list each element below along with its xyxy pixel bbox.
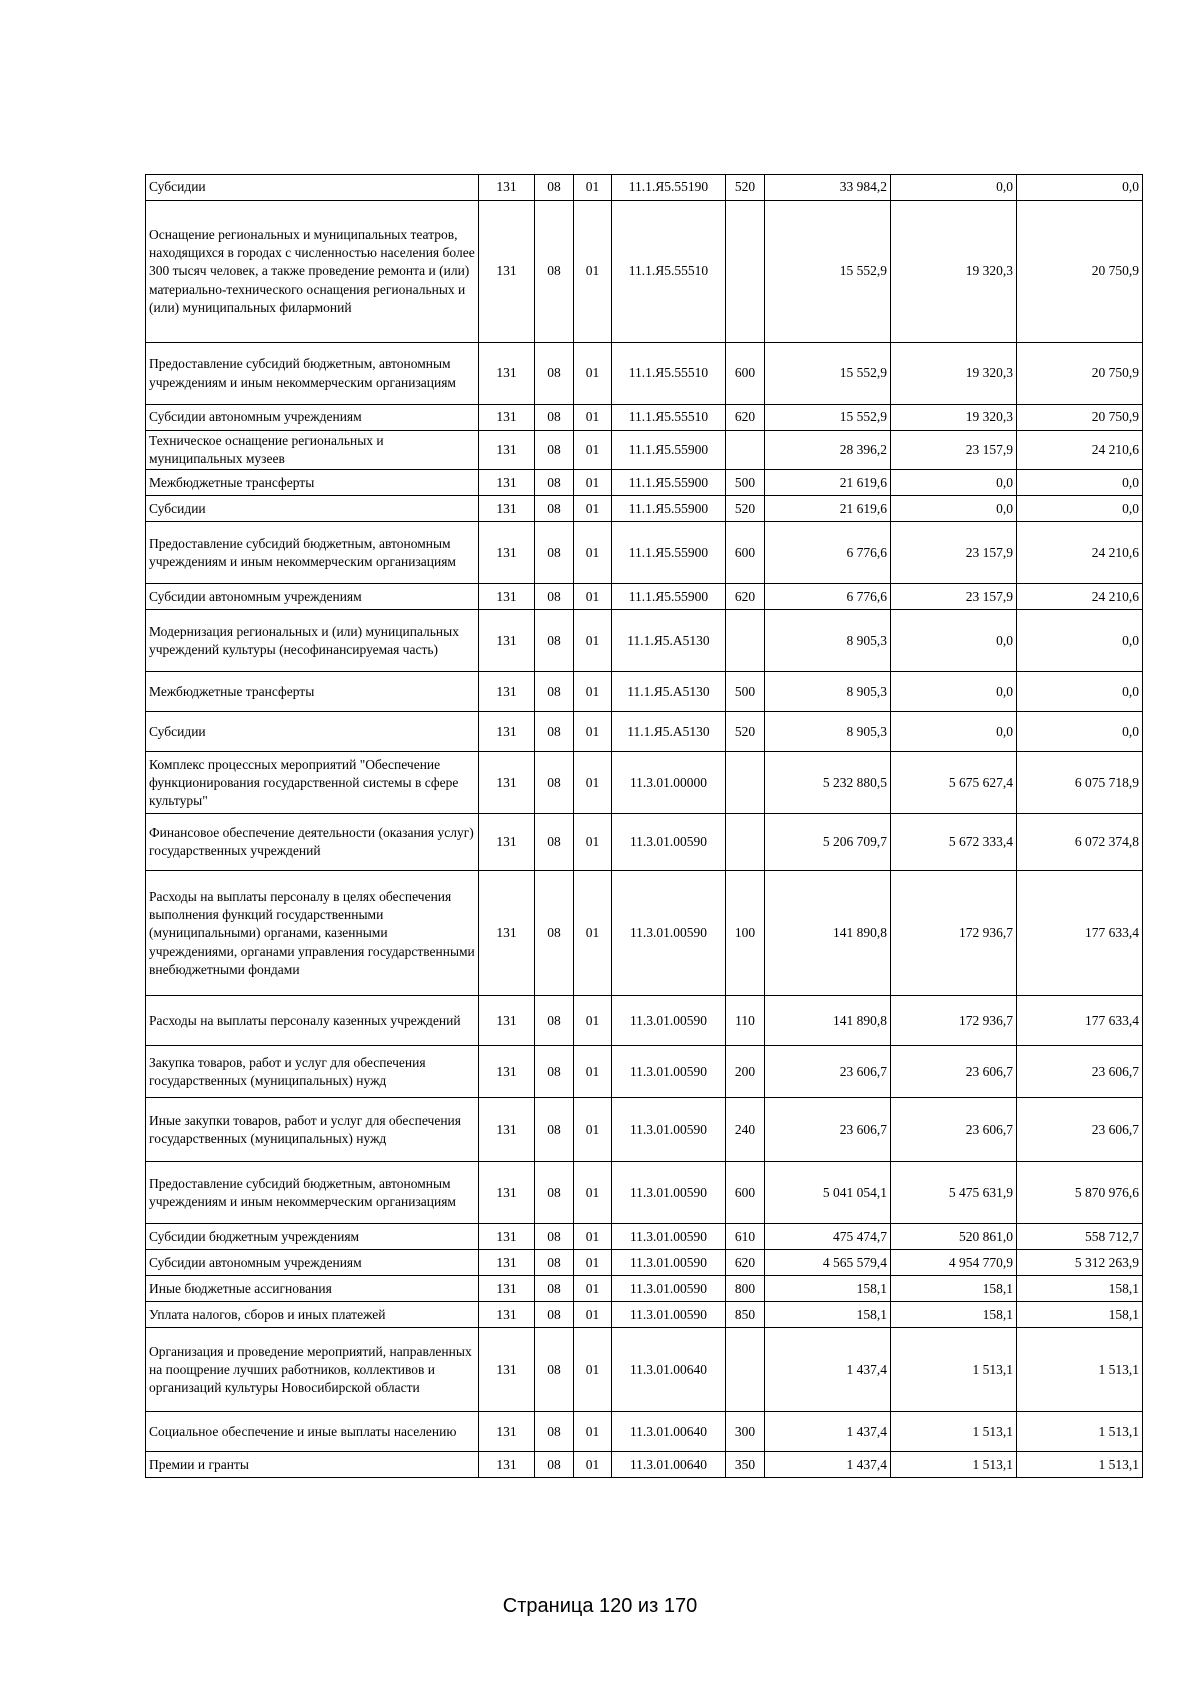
row-amount-year-1: 23 606,7 <box>765 1098 891 1162</box>
row-grbs-code: 131 <box>479 871 535 996</box>
row-subsection-code: 01 <box>574 1412 612 1452</box>
table-row <box>146 1302 1143 1328</box>
row-amount-year-1: 21 619,6 <box>765 470 891 496</box>
row-subsection-code: 01 <box>574 1224 612 1250</box>
row-name: Иные бюджетные ассигнования <box>146 1276 479 1302</box>
table-row <box>146 431 1143 470</box>
row-target-article: 11.3.01.00640 <box>612 1452 726 1478</box>
row-subsection-code: 01 <box>574 470 612 496</box>
row-amount-year-2: 0,0 <box>891 712 1017 752</box>
row-name: Предоставление субсидий бюджетным, автономным учреждениям и иным некоммерческим организациям <box>146 1162 479 1224</box>
row-grbs-code: 131 <box>479 1276 535 1302</box>
row-name: Субсидии <box>146 496 479 522</box>
row-expense-type <box>726 201 765 343</box>
row-subsection-code: 01 <box>574 1302 612 1328</box>
table-row <box>146 522 1143 584</box>
row-section-code: 08 <box>535 405 574 431</box>
row-subsection-code: 01 <box>574 672 612 712</box>
row-amount-year-1: 8 905,3 <box>765 672 891 712</box>
table-row <box>146 201 1143 343</box>
row-grbs-code: 131 <box>479 1452 535 1478</box>
row-section-code: 08 <box>535 871 574 996</box>
table-row <box>146 496 1143 522</box>
row-amount-year-3: 6 075 718,9 <box>1017 752 1143 814</box>
row-subsection-code: 01 <box>574 610 612 672</box>
row-amount-year-2: 172 936,7 <box>891 996 1017 1046</box>
row-amount-year-1: 5 232 880,5 <box>765 752 891 814</box>
row-amount-year-3: 20 750,9 <box>1017 405 1143 431</box>
row-amount-year-3: 20 750,9 <box>1017 201 1143 343</box>
row-amount-year-3: 23 606,7 <box>1017 1098 1143 1162</box>
row-name: Модернизация региональных и (или) муниципальных учреждений культуры (несофинансируемая часть) <box>146 610 479 672</box>
row-section-code: 08 <box>535 343 574 405</box>
row-name: Субсидии автономным учреждениям <box>146 405 479 431</box>
row-target-article: 11.1.Я5.55510 <box>612 343 726 405</box>
row-amount-year-3: 5 870 976,6 <box>1017 1162 1143 1224</box>
row-target-article: 11.3.01.00640 <box>612 1328 726 1412</box>
row-target-article: 11.3.01.00640 <box>612 1412 726 1452</box>
row-expense-type: 520 <box>726 712 765 752</box>
row-name: Расходы на выплаты персоналу казенных учреждений <box>146 996 479 1046</box>
row-target-article: 11.3.01.00590 <box>612 1224 726 1250</box>
row-grbs-code: 131 <box>479 343 535 405</box>
row-amount-year-3: 24 210,6 <box>1017 431 1143 470</box>
row-name: Социальное обеспечение и иные выплаты населению <box>146 1412 479 1452</box>
row-name: Финансовое обеспечение деятельности (оказания услуг) государственных учреждений <box>146 814 479 871</box>
row-target-article: 11.1.Я5.55900 <box>612 431 726 470</box>
row-subsection-code: 01 <box>574 1046 612 1098</box>
row-target-article: 11.3.01.00590 <box>612 1098 726 1162</box>
row-expense-type: 500 <box>726 470 765 496</box>
row-grbs-code: 131 <box>479 1224 535 1250</box>
row-subsection-code: 01 <box>574 1328 612 1412</box>
row-expense-type: 620 <box>726 584 765 610</box>
table-row <box>146 343 1143 405</box>
row-expense-type: 600 <box>726 343 765 405</box>
row-expense-type <box>726 431 765 470</box>
row-amount-year-1: 141 890,8 <box>765 871 891 996</box>
row-amount-year-2: 23 157,9 <box>891 584 1017 610</box>
row-subsection-code: 01 <box>574 871 612 996</box>
row-grbs-code: 131 <box>479 405 535 431</box>
row-subsection-code: 01 <box>574 1250 612 1276</box>
row-amount-year-1: 21 619,6 <box>765 496 891 522</box>
row-subsection-code: 01 <box>574 1452 612 1478</box>
row-expense-type <box>726 610 765 672</box>
row-subsection-code: 01 <box>574 201 612 343</box>
table-row <box>146 1162 1143 1224</box>
row-amount-year-1: 6 776,6 <box>765 522 891 584</box>
table-row <box>146 752 1143 814</box>
row-grbs-code: 131 <box>479 1412 535 1452</box>
row-amount-year-1: 33 984,2 <box>765 175 891 201</box>
row-name: Премии и гранты <box>146 1452 479 1478</box>
row-section-code: 08 <box>535 1452 574 1478</box>
row-subsection-code: 01 <box>574 1162 612 1224</box>
row-amount-year-1: 141 890,8 <box>765 996 891 1046</box>
row-amount-year-1: 1 437,4 <box>765 1412 891 1452</box>
row-grbs-code: 131 <box>479 431 535 470</box>
row-name: Предоставление субсидий бюджетным, автономным учреждениям и иным некоммерческим организациям <box>146 522 479 584</box>
row-amount-year-2: 0,0 <box>891 672 1017 712</box>
row-subsection-code: 01 <box>574 1276 612 1302</box>
table-row <box>146 1250 1143 1276</box>
row-subsection-code: 01 <box>574 405 612 431</box>
row-section-code: 08 <box>535 201 574 343</box>
row-grbs-code: 131 <box>479 1302 535 1328</box>
row-target-article: 11.1.Я5.А5130 <box>612 712 726 752</box>
row-section-code: 08 <box>535 610 574 672</box>
row-expense-type <box>726 814 765 871</box>
row-amount-year-2: 172 936,7 <box>891 871 1017 996</box>
table-row <box>146 405 1143 431</box>
row-amount-year-2: 520 861,0 <box>891 1224 1017 1250</box>
row-name: Предоставление субсидий бюджетным, автономным учреждениям и иным некоммерческим организациям <box>146 343 479 405</box>
row-amount-year-1: 15 552,9 <box>765 343 891 405</box>
row-amount-year-1: 475 474,7 <box>765 1224 891 1250</box>
row-target-article: 11.3.01.00590 <box>612 1302 726 1328</box>
row-target-article: 11.3.01.00590 <box>612 1250 726 1276</box>
row-name: Субсидии автономным учреждениям <box>146 584 479 610</box>
table-row <box>146 1098 1143 1162</box>
row-target-article: 11.3.01.00590 <box>612 1162 726 1224</box>
row-amount-year-3: 558 712,7 <box>1017 1224 1143 1250</box>
table-body <box>146 175 1143 1478</box>
row-subsection-code: 01 <box>574 522 612 584</box>
table-row <box>146 175 1143 201</box>
row-expense-type: 620 <box>726 1250 765 1276</box>
row-target-article: 11.3.01.00590 <box>612 814 726 871</box>
row-section-code: 08 <box>535 1098 574 1162</box>
row-amount-year-3: 0,0 <box>1017 175 1143 201</box>
table-row <box>146 1412 1143 1452</box>
row-section-code: 08 <box>535 814 574 871</box>
row-grbs-code: 131 <box>479 1328 535 1412</box>
row-grbs-code: 131 <box>479 175 535 201</box>
row-expense-type: 610 <box>726 1224 765 1250</box>
row-target-article: 11.3.01.00590 <box>612 996 726 1046</box>
row-section-code: 08 <box>535 1412 574 1452</box>
row-grbs-code: 131 <box>479 712 535 752</box>
row-name: Субсидии <box>146 712 479 752</box>
row-section-code: 08 <box>535 752 574 814</box>
row-name: Иные закупки товаров, работ и услуг для обеспечения государственных (муниципальных) нужд <box>146 1098 479 1162</box>
row-amount-year-1: 15 552,9 <box>765 405 891 431</box>
row-amount-year-1: 4 565 579,4 <box>765 1250 891 1276</box>
row-target-article: 11.1.Я5.А5130 <box>612 672 726 712</box>
row-amount-year-1: 23 606,7 <box>765 1046 891 1098</box>
row-grbs-code: 131 <box>479 1046 535 1098</box>
row-name: Уплата налогов, сборов и иных платежей <box>146 1302 479 1328</box>
page-number: Страница 120 из 170 <box>502 1595 698 1617</box>
row-grbs-code: 131 <box>479 752 535 814</box>
table-row <box>146 672 1143 712</box>
row-grbs-code: 131 <box>479 814 535 871</box>
row-amount-year-3: 1 513,1 <box>1017 1328 1143 1412</box>
row-subsection-code: 01 <box>574 1098 612 1162</box>
row-section-code: 08 <box>535 1162 574 1224</box>
row-amount-year-2: 1 513,1 <box>891 1328 1017 1412</box>
row-grbs-code: 131 <box>479 610 535 672</box>
row-amount-year-1: 6 776,6 <box>765 584 891 610</box>
row-amount-year-1: 8 905,3 <box>765 610 891 672</box>
table-row <box>146 712 1143 752</box>
row-expense-type: 350 <box>726 1452 765 1478</box>
row-grbs-code: 131 <box>479 1162 535 1224</box>
row-amount-year-3: 0,0 <box>1017 496 1143 522</box>
row-subsection-code: 01 <box>574 996 612 1046</box>
row-amount-year-1: 15 552,9 <box>765 201 891 343</box>
row-expense-type: 850 <box>726 1302 765 1328</box>
row-amount-year-3: 1 513,1 <box>1017 1412 1143 1452</box>
row-subsection-code: 01 <box>574 175 612 201</box>
row-amount-year-3: 158,1 <box>1017 1302 1143 1328</box>
table-row <box>146 1046 1143 1098</box>
row-section-code: 08 <box>535 712 574 752</box>
row-grbs-code: 131 <box>479 470 535 496</box>
row-amount-year-2: 0,0 <box>891 175 1017 201</box>
row-amount-year-2: 23 606,7 <box>891 1098 1017 1162</box>
row-name: Субсидии автономным учреждениям <box>146 1250 479 1276</box>
row-grbs-code: 131 <box>479 496 535 522</box>
row-target-article: 11.1.Я5.55900 <box>612 470 726 496</box>
budget-table <box>145 174 1143 1478</box>
row-amount-year-2: 23 157,9 <box>891 431 1017 470</box>
row-amount-year-3: 6 072 374,8 <box>1017 814 1143 871</box>
row-subsection-code: 01 <box>574 496 612 522</box>
row-subsection-code: 01 <box>574 584 612 610</box>
row-amount-year-2: 19 320,3 <box>891 405 1017 431</box>
row-section-code: 08 <box>535 996 574 1046</box>
table-row <box>146 610 1143 672</box>
row-target-article: 11.3.01.00590 <box>612 871 726 996</box>
row-section-code: 08 <box>535 496 574 522</box>
row-expense-type: 110 <box>726 996 765 1046</box>
table-row <box>146 1328 1143 1412</box>
row-grbs-code: 131 <box>479 201 535 343</box>
row-expense-type: 500 <box>726 672 765 712</box>
row-amount-year-3: 24 210,6 <box>1017 584 1143 610</box>
row-amount-year-2: 1 513,1 <box>891 1412 1017 1452</box>
table-row <box>146 996 1143 1046</box>
row-target-article: 11.1.Я5.55190 <box>612 175 726 201</box>
row-amount-year-1: 8 905,3 <box>765 712 891 752</box>
row-grbs-code: 131 <box>479 1250 535 1276</box>
row-section-code: 08 <box>535 1328 574 1412</box>
row-subsection-code: 01 <box>574 752 612 814</box>
row-grbs-code: 131 <box>479 1098 535 1162</box>
row-section-code: 08 <box>535 175 574 201</box>
table-row <box>146 470 1143 496</box>
row-section-code: 08 <box>535 1276 574 1302</box>
row-expense-type: 200 <box>726 1046 765 1098</box>
table-row <box>146 1452 1143 1478</box>
row-amount-year-2: 23 157,9 <box>891 522 1017 584</box>
row-grbs-code: 131 <box>479 584 535 610</box>
row-amount-year-3: 177 633,4 <box>1017 996 1143 1046</box>
row-amount-year-1: 5 206 709,7 <box>765 814 891 871</box>
row-target-article: 11.3.01.00000 <box>612 752 726 814</box>
row-name: Расходы на выплаты персоналу в целях обеспечения выполнения функций государственными (муниципальными) органами, казенными учреждениями, органами управления государственными внебюджетными фондами <box>146 871 479 996</box>
row-section-code: 08 <box>535 1302 574 1328</box>
row-amount-year-3: 24 210,6 <box>1017 522 1143 584</box>
row-expense-type: 100 <box>726 871 765 996</box>
row-target-article: 11.1.Я5.55900 <box>612 496 726 522</box>
table-row <box>146 814 1143 871</box>
row-subsection-code: 01 <box>574 712 612 752</box>
row-subsection-code: 01 <box>574 814 612 871</box>
row-target-article: 11.1.Я5.55900 <box>612 584 726 610</box>
row-target-article: 11.3.01.00590 <box>612 1046 726 1098</box>
row-amount-year-2: 5 672 333,4 <box>891 814 1017 871</box>
row-amount-year-2: 19 320,3 <box>891 201 1017 343</box>
row-amount-year-3: 23 606,7 <box>1017 1046 1143 1098</box>
table-row <box>146 584 1143 610</box>
row-amount-year-2: 19 320,3 <box>891 343 1017 405</box>
row-target-article: 11.1.Я5.55510 <box>612 201 726 343</box>
row-amount-year-3: 0,0 <box>1017 712 1143 752</box>
row-expense-type: 600 <box>726 1162 765 1224</box>
row-subsection-code: 01 <box>574 431 612 470</box>
table-row <box>146 871 1143 996</box>
row-amount-year-1: 1 437,4 <box>765 1328 891 1412</box>
row-name: Оснащение региональных и муниципальных театров, находящихся в городах с численностью населения более 300 тысяч человек, а также проведение ремонта и (или) материально-технического оснащения региональных и (или) муниципальных филармоний <box>146 201 479 343</box>
row-subsection-code: 01 <box>574 343 612 405</box>
row-section-code: 08 <box>535 584 574 610</box>
row-expense-type: 300 <box>726 1412 765 1452</box>
row-name: Межбюджетные трансферты <box>146 470 479 496</box>
row-expense-type: 800 <box>726 1276 765 1302</box>
row-section-code: 08 <box>535 470 574 496</box>
row-expense-type: 240 <box>726 1098 765 1162</box>
row-expense-type <box>726 752 765 814</box>
row-name: Комплекс процессных мероприятий "Обеспечение функционирования государственной системы в сфере культуры" <box>146 752 479 814</box>
row-section-code: 08 <box>535 522 574 584</box>
row-amount-year-2: 1 513,1 <box>891 1452 1017 1478</box>
row-section-code: 08 <box>535 431 574 470</box>
row-amount-year-2: 158,1 <box>891 1302 1017 1328</box>
row-grbs-code: 131 <box>479 996 535 1046</box>
table-row <box>146 1224 1143 1250</box>
row-amount-year-3: 177 633,4 <box>1017 871 1143 996</box>
row-expense-type: 600 <box>726 522 765 584</box>
row-expense-type: 620 <box>726 405 765 431</box>
row-name: Организация и проведение мероприятий, направленных на поощрение лучших работников, коллективов и организаций культуры Новосибирской области <box>146 1328 479 1412</box>
row-name: Межбюджетные трансферты <box>146 672 479 712</box>
row-amount-year-3: 20 750,9 <box>1017 343 1143 405</box>
row-amount-year-3: 5 312 263,9 <box>1017 1250 1143 1276</box>
row-name: Субсидии бюджетным учреждениям <box>146 1224 479 1250</box>
row-expense-type: 520 <box>726 496 765 522</box>
row-amount-year-2: 5 475 631,9 <box>891 1162 1017 1224</box>
row-grbs-code: 131 <box>479 672 535 712</box>
row-amount-year-2: 0,0 <box>891 610 1017 672</box>
row-section-code: 08 <box>535 1250 574 1276</box>
row-target-article: 11.1.Я5.55510 <box>612 405 726 431</box>
row-amount-year-2: 5 675 627,4 <box>891 752 1017 814</box>
row-expense-type: 520 <box>726 175 765 201</box>
row-amount-year-1: 158,1 <box>765 1302 891 1328</box>
row-amount-year-3: 0,0 <box>1017 610 1143 672</box>
row-amount-year-3: 1 513,1 <box>1017 1452 1143 1478</box>
row-amount-year-1: 1 437,4 <box>765 1452 891 1478</box>
row-amount-year-3: 0,0 <box>1017 672 1143 712</box>
row-name: Техническое оснащение региональных и муниципальных музеев <box>146 431 479 470</box>
row-name: Субсидии <box>146 175 479 201</box>
row-target-article: 11.3.01.00590 <box>612 1276 726 1302</box>
row-amount-year-2: 0,0 <box>891 470 1017 496</box>
row-grbs-code: 131 <box>479 522 535 584</box>
row-amount-year-1: 158,1 <box>765 1276 891 1302</box>
row-amount-year-2: 23 606,7 <box>891 1046 1017 1098</box>
row-section-code: 08 <box>535 1224 574 1250</box>
row-section-code: 08 <box>535 1046 574 1098</box>
row-name: Закупка товаров, работ и услуг для обеспечения государственных (муниципальных) нужд <box>146 1046 479 1098</box>
row-amount-year-3: 0,0 <box>1017 470 1143 496</box>
row-amount-year-2: 158,1 <box>891 1276 1017 1302</box>
row-amount-year-2: 4 954 770,9 <box>891 1250 1017 1276</box>
row-target-article: 11.1.Я5.А5130 <box>612 610 726 672</box>
row-section-code: 08 <box>535 672 574 712</box>
table-row <box>146 1276 1143 1302</box>
row-amount-year-2: 0,0 <box>891 496 1017 522</box>
row-amount-year-1: 5 041 054,1 <box>765 1162 891 1224</box>
row-expense-type <box>726 1328 765 1412</box>
row-amount-year-1: 28 396,2 <box>765 431 891 470</box>
row-amount-year-3: 158,1 <box>1017 1276 1143 1302</box>
row-target-article: 11.1.Я5.55900 <box>612 522 726 584</box>
